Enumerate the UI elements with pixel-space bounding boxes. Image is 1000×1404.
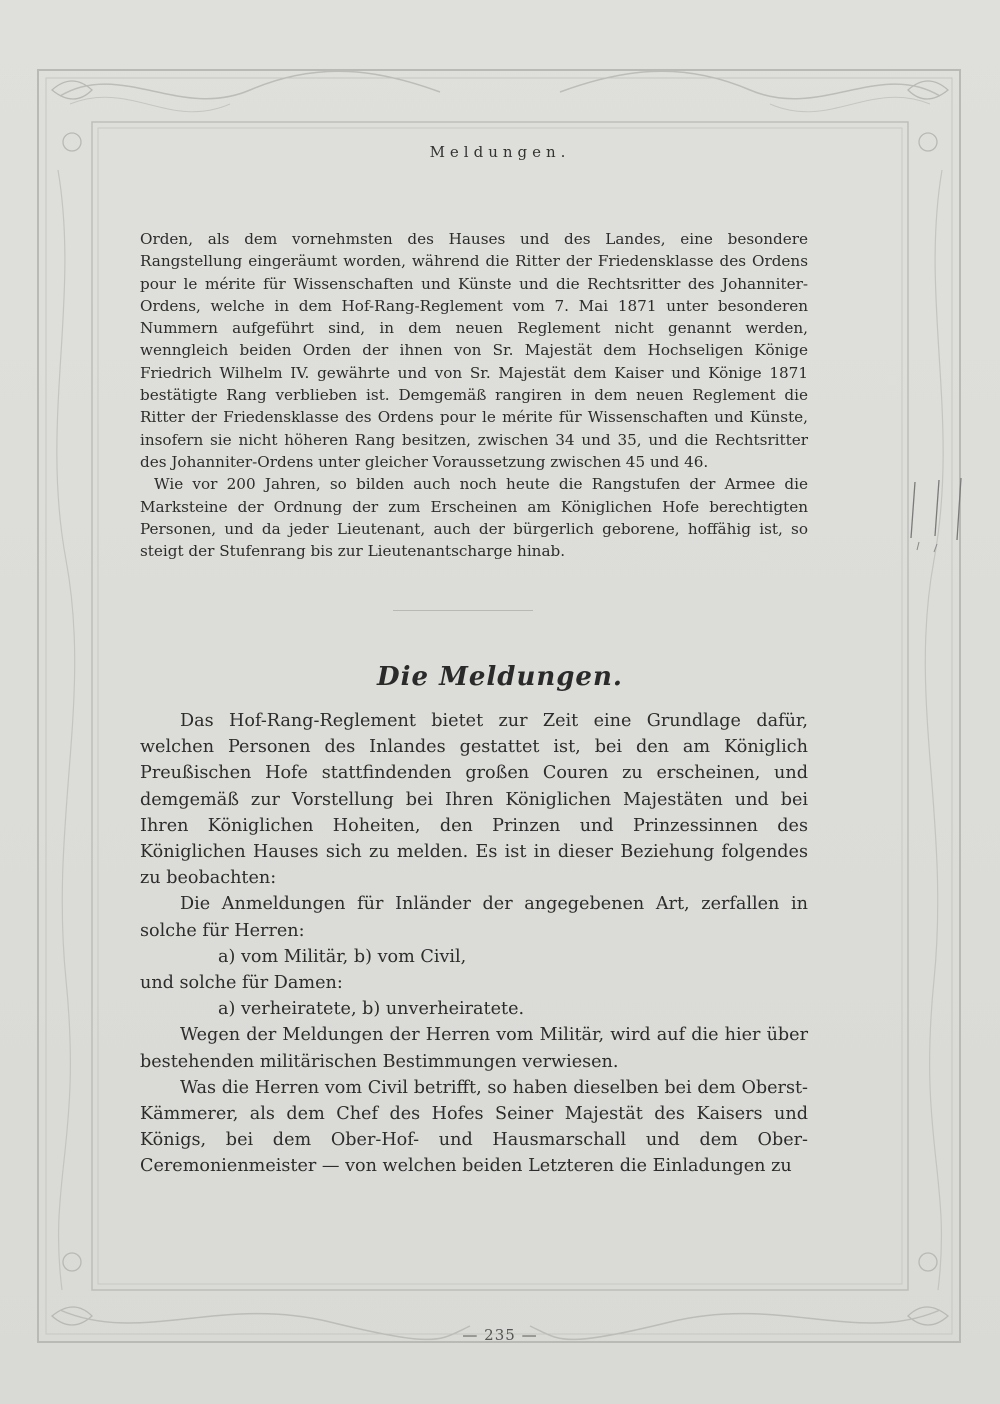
body-text-small: [140, 228, 808, 562]
paragraph: Was die Herren vom Civil betrifft, so haben dieselben bei dem Oberst-Kämmerer, als dem Chef des Hofes Seiner Majestät des Kaisers und Königs, bei dem Ober-Hof- und Hausmarschall und dem Ober-Ceremonienmeister — von welchen beiden Letzteren die Einladungen zu: [140, 1077, 808, 1177]
paragraph: Die Anmeldungen für Inländer der angegebenen Art, zerfallen in solche für Herren:: [140, 894, 808, 941]
paragraph: Das Hof-Rang-Reglement bietet zur Zeit eine Grundlage dafür, welchen Personen des Inlandes gestattet ist, bei den am Königlich Preußischen Hofe stattfindenden großen Couren zu erscheinen, und demgemäß zur Vorstellung bei Ihren Königlichen Majestäten und bei Ihren Königlichen Hoheiten, den Prinzen und Prinzessinnen des Königlichen Hauses sich zu melden. Es ist in dieser Beziehung folgendes zu beobachten:: [140, 711, 808, 889]
section-divider: [393, 610, 533, 611]
paragraph: Orden, als dem vornehmsten des Hauses und des Landes, eine besondere Rangstellung eingeräumt worden, während die Ritter der Friedensklasse des Ordens pour le mérite für Wissenschaften und Künste und die Rechtsritter des Johanniter-Ordens, welche in dem Hof-Rang-Reglement vom 7. Mai 1871 unter besonderen Nummern aufgeführt sind, in dem neuen Reglement nicht genannt werden, wenngleich beiden Orden der ihnen von Sr. Majestät dem Hochseligen Könige Friedrich Wilhelm IV. gewährte und von Sr. Majestät dem Kaiser und Könige 1871 bestätigte Rang verblieben ist. Demgemäß rangiren in dem neuen Reglement die Ritter der Friedensklasse des Ordens pour le mérite für Wissenschaften und Künste, insofern sie nicht höheren Rang besitzen, zwischen 34 und 35, und die Rechtsritter des Johanniter-Ordens unter gleicher Voraussetzung zwischen 45 und 46.: [140, 230, 808, 471]
list-item: a) verheiratete, b) unverheiratete.: [218, 999, 525, 1020]
handwritten-margin-marks: [897, 478, 977, 558]
paragraph: und solche für Damen:: [140, 973, 343, 994]
page-number: — 235 —: [462, 1326, 538, 1344]
list-item: a) vom Militär, b) vom Civil,: [218, 946, 467, 967]
paragraph: Wegen der Meldungen der Herren vom Militär, wird auf die hier über bestehenden militärischen Bestimmungen verwiesen.: [140, 1025, 808, 1072]
section-title: Die Meldungen.: [377, 662, 623, 692]
paragraph: Wie vor 200 Jahren, so bilden auch noch heute die Rangstufen der Armee die Marksteine der Ordnung der zum Erscheinen am Königlichen Hofe berechtigten Personen, und da jeder Lieutenant, auch der bürgerlich geborene, hoffähig ist, so steigt der Stufenrang bis zur Lieutenantscharge hinab.: [140, 475, 808, 561]
body-text-large: [140, 708, 808, 1180]
running-head: Meldungen.: [429, 143, 571, 161]
